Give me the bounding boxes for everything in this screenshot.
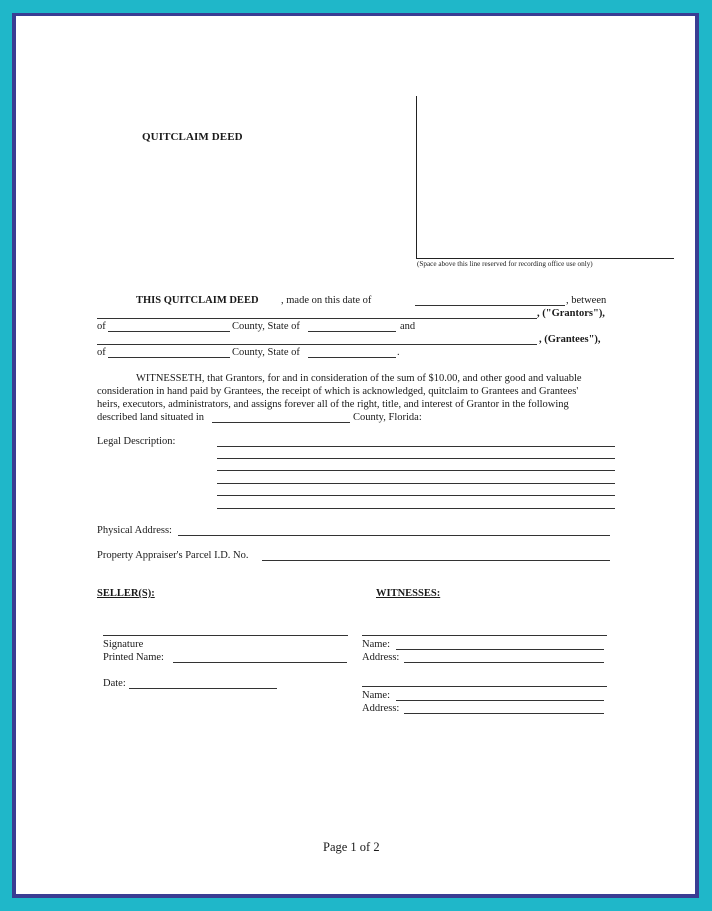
witness-2-name-field[interactable] bbox=[396, 700, 604, 701]
physical-address-field[interactable] bbox=[178, 535, 610, 536]
legal-description-line[interactable] bbox=[217, 508, 615, 509]
of-label-1: of bbox=[97, 321, 106, 332]
witnesses-heading: WITNESSES: bbox=[376, 588, 441, 599]
deed-title: QUITCLAIM DEED bbox=[142, 131, 243, 143]
intro-lead: THIS QUITCLAIM DEED bbox=[136, 295, 259, 306]
seller-printed-name-label: Printed Name: bbox=[103, 652, 164, 663]
and-label: and bbox=[400, 321, 416, 332]
deed-date-field[interactable] bbox=[415, 305, 565, 306]
grantees-name-field[interactable] bbox=[97, 344, 537, 345]
recording-reserved-note: (Space above this line reserved for recording office use only) bbox=[417, 260, 593, 268]
witnesseth-line-1: WITNESSETH, that Grantors, for and in consideration of the sum of $10.00, and other good and valuable bbox=[136, 373, 582, 384]
document-page bbox=[16, 16, 695, 894]
grantors-state-field[interactable] bbox=[308, 331, 396, 332]
legal-description-line[interactable] bbox=[217, 470, 615, 471]
witness-1-address-field[interactable] bbox=[404, 662, 604, 663]
seller-date-field[interactable] bbox=[129, 688, 277, 689]
county-state-label-2: County, State of bbox=[232, 347, 300, 358]
witness-2-name-label: Name: bbox=[362, 690, 390, 701]
intro-between: , between bbox=[566, 295, 607, 306]
grantors-county-field[interactable] bbox=[108, 331, 230, 332]
of-label-2: of bbox=[97, 347, 106, 358]
grantors-name-field[interactable] bbox=[97, 318, 537, 319]
recording-box-bottom-border bbox=[416, 258, 674, 259]
page-number: Page 1 of 2 bbox=[323, 840, 380, 854]
parcel-id-field[interactable] bbox=[262, 560, 610, 561]
recording-box-left-border bbox=[416, 96, 417, 258]
grantees-county-field[interactable] bbox=[108, 357, 230, 358]
intro-made-on: , made on this date of bbox=[281, 295, 372, 306]
witness-2-signature-field[interactable] bbox=[362, 686, 607, 687]
legal-description-line[interactable] bbox=[217, 458, 615, 459]
seller-signature-label: Signature bbox=[103, 639, 144, 650]
grantees-label: , (Grantees"), bbox=[539, 334, 601, 345]
witnesseth-line-3: heirs, executors, administrators, and assigns forever all of the right, title, and interest of Grantor in the following bbox=[97, 399, 569, 410]
witnesseth-line-4b: County, Florida: bbox=[353, 412, 422, 423]
land-county-field[interactable] bbox=[212, 422, 350, 423]
witness-1-signature-field[interactable] bbox=[362, 635, 607, 636]
grantors-label: , ("Grantors"), bbox=[537, 308, 605, 319]
witness-1-name-label: Name: bbox=[362, 639, 390, 650]
sellers-heading: SELLER(S): bbox=[97, 588, 155, 599]
seller-signature-field[interactable] bbox=[103, 635, 348, 636]
legal-description-line[interactable] bbox=[217, 446, 615, 447]
seller-date-label: Date: bbox=[103, 678, 126, 689]
seller-printed-name-field[interactable] bbox=[173, 662, 347, 663]
legal-description-line[interactable] bbox=[217, 495, 615, 496]
parcel-id-label: Property Appraiser's Parcel I.D. No. bbox=[97, 550, 249, 561]
witness-1-name-field[interactable] bbox=[396, 649, 604, 650]
witnesseth-line-4a: described land situated in bbox=[97, 412, 205, 423]
witness-2-address-field[interactable] bbox=[404, 713, 604, 714]
witness-1-address-label: Address: bbox=[362, 652, 400, 663]
witnesseth-line-2: consideration in hand paid by Grantees, the receipt of which is acknowledged, quitclaim to Grantees and Grantees' bbox=[97, 386, 579, 397]
legal-description-label: Legal Description: bbox=[97, 436, 176, 447]
grantees-state-field[interactable] bbox=[308, 357, 396, 358]
legal-description-line[interactable] bbox=[217, 483, 615, 484]
county-state-label-1: County, State of bbox=[232, 321, 300, 332]
witness-2-address-label: Address: bbox=[362, 703, 400, 714]
intro-period: . bbox=[397, 347, 400, 358]
physical-address-label: Physical Address: bbox=[97, 525, 172, 536]
